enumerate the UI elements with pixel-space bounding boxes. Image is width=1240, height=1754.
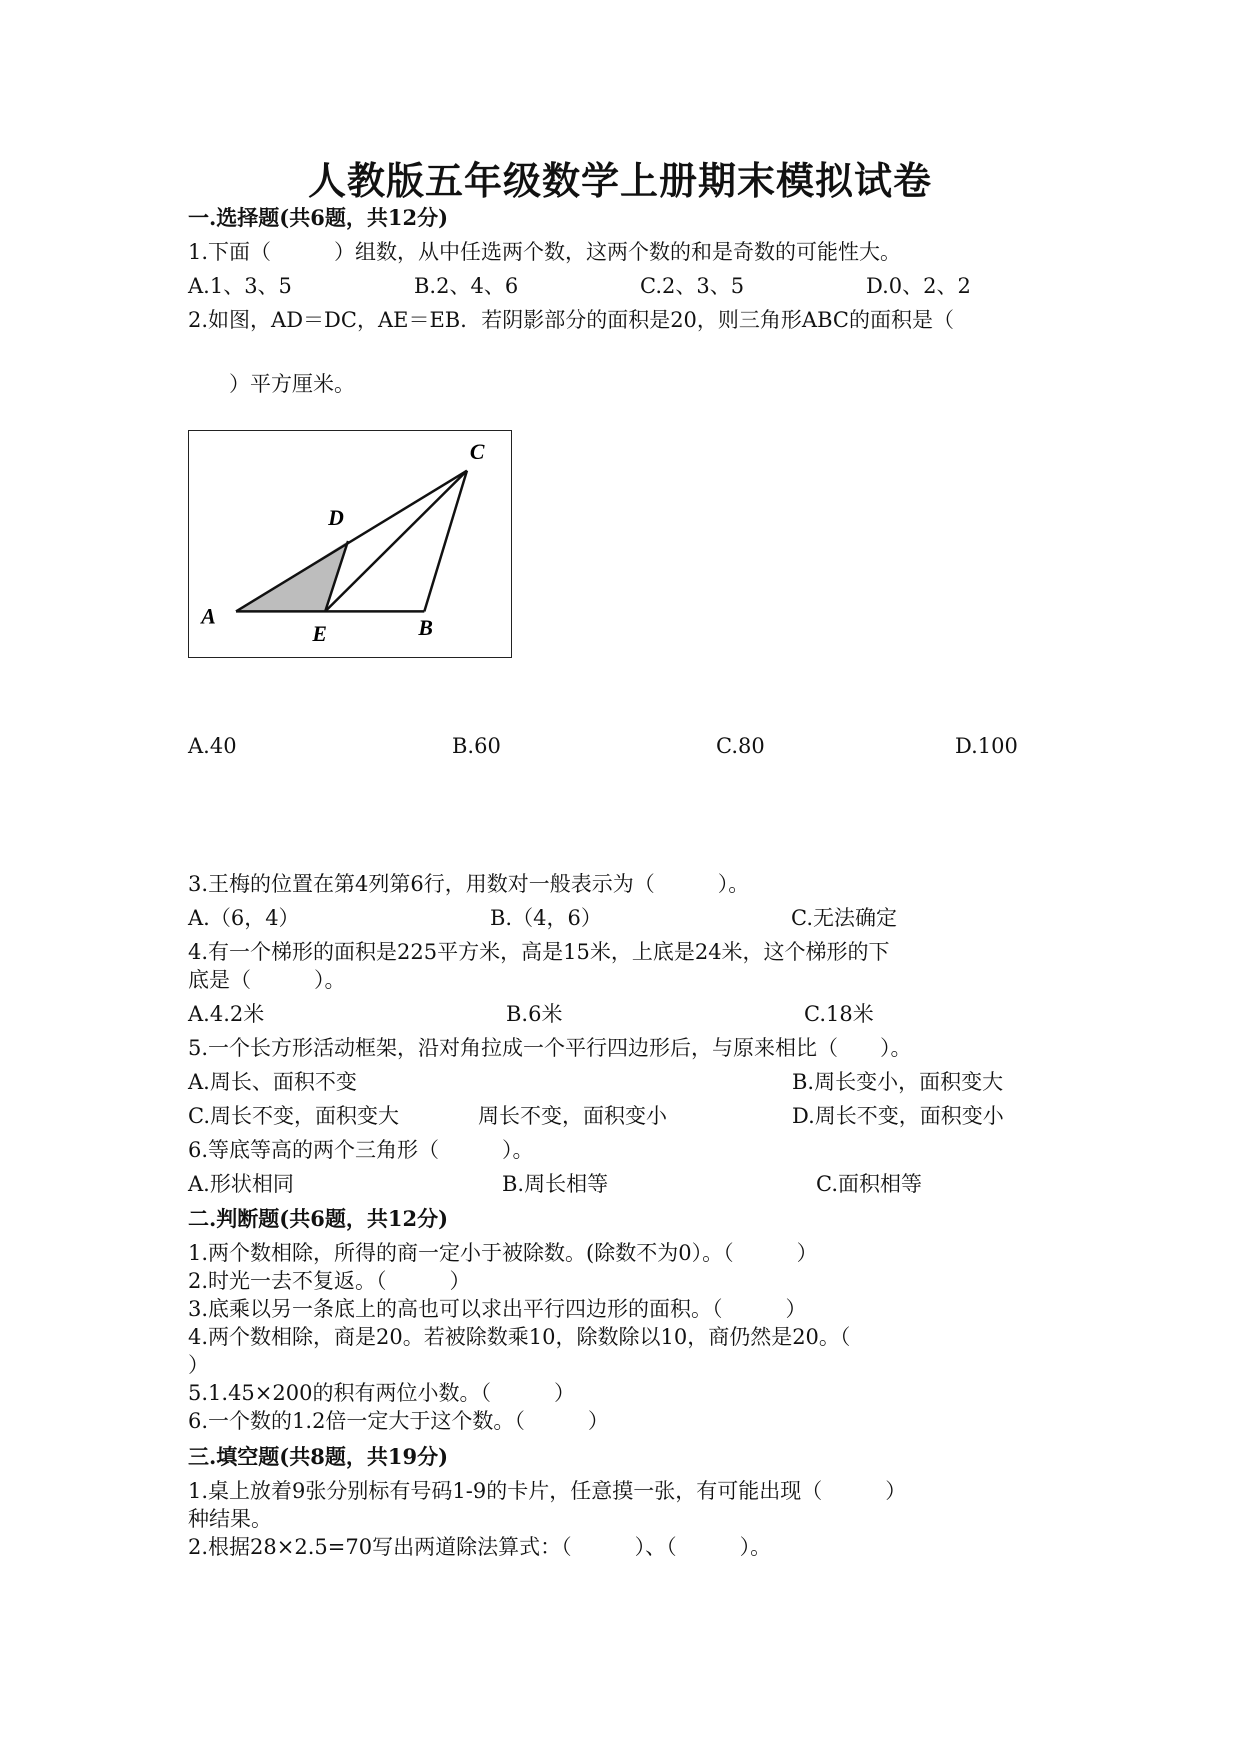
label-b: B xyxy=(418,616,433,641)
triangle-figure xyxy=(188,430,512,658)
q1-3-option-c: C.无法确定 xyxy=(791,906,897,930)
label-d: D xyxy=(328,506,344,531)
page-title: 人教版五年级数学上册期末模拟试卷 xyxy=(307,158,932,203)
q1-5-option-b: B.周长变小，面积变大 xyxy=(792,1070,1004,1094)
question-3-2-text: 2.根据28×2.5=70写出两道除法算式：（ ）、（ ）。 xyxy=(188,1535,772,1559)
q1-2-option-c: C.80 xyxy=(716,734,765,758)
q1-5-option-extra: 周长不变，面积变小 xyxy=(478,1104,667,1128)
q1-5-option-d: D.周长不变，面积变小 xyxy=(792,1104,1004,1128)
q1-1-option-b: B.2、4、6 xyxy=(414,274,519,298)
question-2-1-text: 1.两个数相除，所得的商一定小于被除数。(除数不为0）。（ ） xyxy=(188,1241,818,1265)
q1-1-option-d: D.0、2、2 xyxy=(866,274,971,298)
q1-6-option-a: A.形状相同 xyxy=(188,1172,294,1196)
question-1-2-text-line1: 2.如图，AD＝DC，AE＝EB．若阴影部分的面积是20，则三角形ABC的面积是（ xyxy=(188,308,954,332)
q1-6-option-c: C.面积相等 xyxy=(816,1172,922,1196)
question-2-2-text: 2.时光一去不复返。（ ） xyxy=(188,1269,471,1293)
question-1-5-text: 5.一个长方形活动框架，沿对角拉成一个平行四边形后，与原来相比（ ）。 xyxy=(188,1036,912,1060)
q1-1-option-a: A.1、3、5 xyxy=(188,274,292,298)
question-2-4-text-line2: ） xyxy=(188,1353,209,1377)
q1-4-option-b: B.6米 xyxy=(506,1002,563,1026)
question-2-4-text-line1: 4.两个数相除，商是20。若被除数乘10，除数除以10，商仍然是20。（ xyxy=(188,1325,851,1349)
question-1-2-text-line2: ）平方厘米。 xyxy=(208,372,355,396)
question-1-1-text: 1.下面（ ）组数，从中任选两个数，这两个数的和是奇数的可能性大。 xyxy=(188,240,902,264)
question-2-6-text: 6.一个数的1.2倍一定大于这个数。（ ） xyxy=(188,1409,609,1433)
question-3-1-text-line1: 1.桌上放着9张分别标有号码1-9的卡片，任意摸一张，有可能出现（ ） xyxy=(188,1479,907,1503)
question-2-5-text: 5.1.45×200的积有两位小数。（ ） xyxy=(188,1381,575,1405)
segment-ac xyxy=(236,471,467,612)
q1-5-option-a: A.周长、面积不变 xyxy=(188,1070,357,1094)
q1-2-option-a: A.40 xyxy=(188,734,237,758)
question-2-3-text: 3.底乘以另一条底上的高也可以求出平行四边形的面积。（ ） xyxy=(188,1297,807,1321)
triangle-diagram xyxy=(189,431,511,657)
q1-3-option-b: B.（4，6） xyxy=(490,906,602,930)
q1-3-option-a: A.（6，4） xyxy=(188,906,300,930)
q1-1-option-c: C.2、3、5 xyxy=(640,274,745,298)
q1-6-option-b: B.周长相等 xyxy=(502,1172,609,1196)
section-heading-judge: 二.判断题(共6题，共12分) xyxy=(188,1206,449,1231)
label-e: E xyxy=(312,622,327,647)
q1-2-option-b: B.60 xyxy=(452,734,501,758)
q1-2-option-d: D.100 xyxy=(955,734,1018,758)
question-1-3-text: 3.王梅的位置在第4列第6行，用数对一般表示为（ ）。 xyxy=(188,872,750,896)
q1-5-option-c: C.周长不变，面积变大 xyxy=(188,1104,399,1128)
question-1-6-text: 6.等底等高的两个三角形（ ）。 xyxy=(188,1138,534,1162)
label-a: A xyxy=(201,604,216,629)
label-c: C xyxy=(469,439,485,464)
question-1-4-text-line2: 底是（ ）。 xyxy=(188,968,346,992)
q1-4-option-c: C.18米 xyxy=(804,1002,874,1026)
question-1-4-text-line1: 4.有一个梯形的面积是225平方米，高是15米，上底是24米，这个梯形的下 xyxy=(188,940,890,964)
q1-4-option-a: A.4.2米 xyxy=(188,1002,265,1026)
section-heading-fill: 三.填空题(共8题，共19分) xyxy=(188,1444,449,1469)
section-heading-choice: 一.选择题(共6题，共12分) xyxy=(188,205,449,230)
question-3-1-text-line2: 种结果。 xyxy=(188,1507,272,1531)
